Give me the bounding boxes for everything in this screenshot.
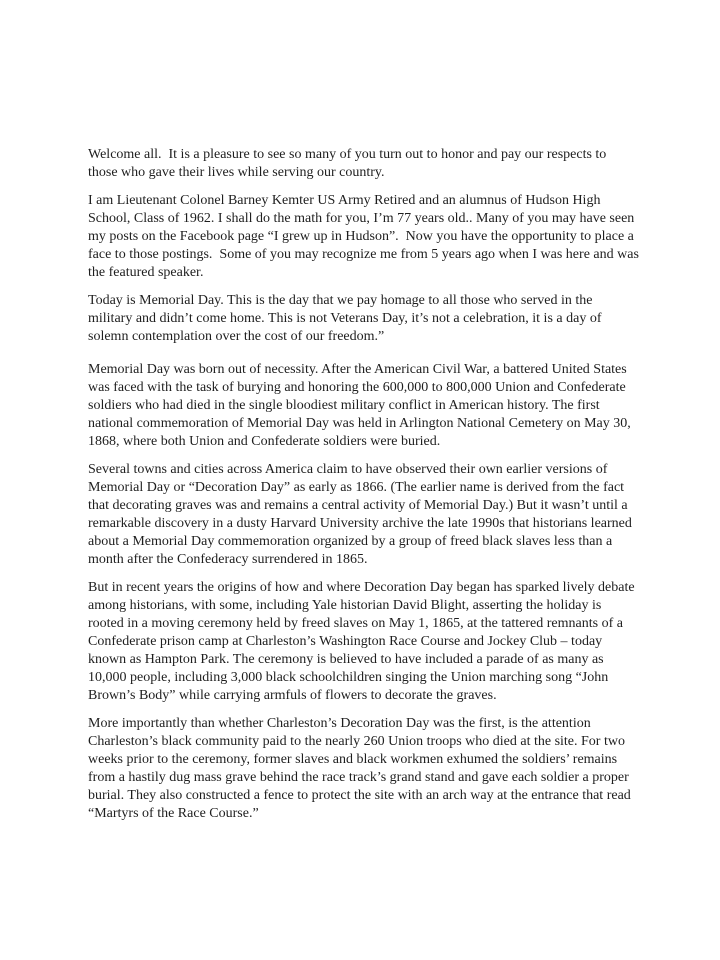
document-body xyxy=(88,146,643,833)
paragraph-speaker-introduction: I am Lieutenant Colonel Barney Kemter US Army Retired and an alumnus of Hudson High School, Class of 1962. I shall do the math for you, I’m 77 years old.. Many of you may have seen my posts on the Facebook page “I grew up in Hudson”. Now you have the opportunity to place a face to those postings. Some of you may recognize me from 5 years ago when I was here and was the featured speaker. xyxy=(88,193,643,280)
paragraph-memorial-day-meaning: Today is Memorial Day. This is the day that we pay homage to all those who served in the military and didn’t come home. This is not Veterans Day, it’s not a celebration, it is a day of solemn contemplation over the cost of our freedom.” xyxy=(88,293,605,344)
paragraph-welcome: Welcome all. It is a pleasure to see so many of you turn out to honor and pay our respects to those who gave their lives while serving our country. xyxy=(88,147,610,180)
paragraph-decoration-day-debate: But in recent years the origins of how and where Decoration Day began has sparked lively debate among historians, with some, including Yale historian David Blight, asserting the holiday is rooted in a moving ceremony held by freed slaves on May 1, 1865, at the tattered remnants of a Confederate prison camp at Charleston’s Washington Race Course and Jockey Club – today known as Hampton Park. The ceremony is believed to have included a parade of as many as 10,000 people, including 3,000 black schoolchildren singing the Union marching song “John Brown’s Body” while carrying armfuls of flowers to decorate the graves. xyxy=(88,580,639,703)
paragraph-earlier-versions: Several towns and cities across America claim to have observed their own earlier versions of Memorial Day or “Decoration Day” as early as 1866. (The earlier name is derived from the fact that decorating graves was and remains a central activity of Memorial Day.) But it wasn’t until a remarkable discovery in a dusty Harvard University archive the late 1990s that historians learned about a Memorial Day commemoration organized by a group of freed black slaves less than a month after the Confederacy surrendered in 1865. xyxy=(88,462,636,567)
paragraph-memorial-day-origin: Memorial Day was born out of necessity. After the American Civil War, a battered United States was faced with the task of burying and honoring the 600,000 to 800,000 Union and Confederate soldiers who had died in the single bloodiest military conflict in American history. The first national commemoration of Memorial Day was held in Arlington National Cemetery on May 30, 1868, where both Union and Confederate soldiers were buried. xyxy=(88,362,635,449)
paragraph-martyrs-of-race-course: More importantly than whether Charleston’s Decoration Day was the first, is the attention Charleston’s black community paid to the nearly 260 Union troops who died at the site. For two weeks prior to the ceremony, former slaves and black workmen exhumed the soldiers’ remains from a hastily dug mass grave behind the race track’s grand stand and gave each soldier a proper burial. They also constructed a fence to protect the site with an arch way at the entrance that read “Martyrs of the Race Course.” xyxy=(88,716,635,821)
